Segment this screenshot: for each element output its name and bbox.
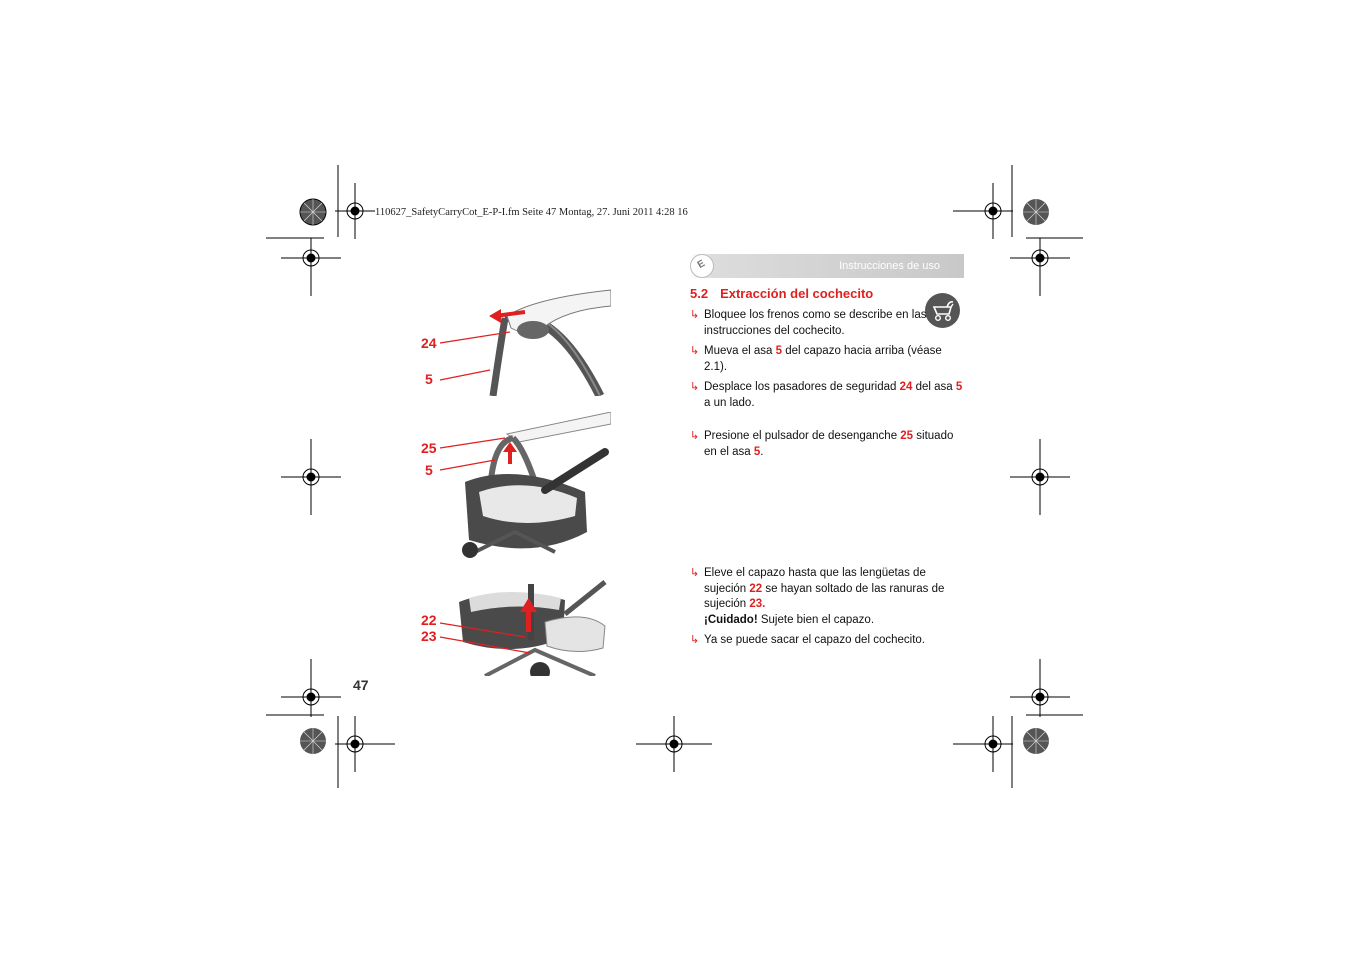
list-item: ↳ Eleve el capazo hasta que las lengüetas de sujeción 22 se hayan soltado de las ranuras de sujeción 23. ¡Cuidado! Sujete bien el capazo. xyxy=(690,567,945,626)
language-tab-label: E xyxy=(695,258,707,271)
steps-group-3 xyxy=(690,566,965,654)
list-item: ↳ Mueva el asa 5 del capazo hacia arriba (véase 2.1). xyxy=(690,345,942,373)
callout-22: 22 xyxy=(421,612,437,628)
section-bar-label: Instrucciones de uso xyxy=(839,260,940,272)
figure-2-leader-lines xyxy=(435,430,515,475)
list-item: ↳ Bloquee los frenos como se describe en las instrucciones del cochecito. xyxy=(690,309,927,337)
section-header-bar xyxy=(690,254,964,278)
steps-group-1 xyxy=(690,308,965,416)
list-item: ↳ Presione el pulsador de desenganche 25 situado en el asa 5. xyxy=(690,430,954,458)
step-arrow-icon: ↳ xyxy=(690,430,700,442)
figure-1-leader-lines xyxy=(435,310,515,385)
step-arrow-icon: ↳ xyxy=(690,345,700,357)
list-item: ↳ Ya se puede sacar el capazo del cochecito. xyxy=(690,633,965,649)
figure-3-leader-lines xyxy=(435,615,545,660)
callout-5: 5 xyxy=(425,371,433,387)
section-number: 5.2 xyxy=(690,286,709,301)
warning-label: ¡Cuidado! xyxy=(704,613,758,626)
step-arrow-icon: ↳ xyxy=(690,381,700,393)
callout-25: 25 xyxy=(421,440,437,456)
steps-group-2 xyxy=(690,429,965,465)
section-title-text: Extracción del cochecito xyxy=(720,286,874,301)
section-title xyxy=(690,286,873,301)
page-number: 47 xyxy=(353,677,369,693)
step-arrow-icon: ↳ xyxy=(690,634,700,646)
callout-23: 23 xyxy=(421,628,437,644)
language-tab xyxy=(690,254,714,278)
list-item: ↳ Desplace los pasadores de seguridad 24 del asa 5 a un lado. xyxy=(690,381,963,409)
callout-24: 24 xyxy=(421,335,437,351)
print-file-info: 110627_SafetyCarryCot_E-P-I.fm Seite 47 Montag, 27. Juni 2011 4:28 16 xyxy=(375,207,688,218)
callout-5: 5 xyxy=(425,462,433,478)
step-arrow-icon: ↳ xyxy=(690,567,700,579)
step-arrow-icon: ↳ xyxy=(690,309,700,321)
